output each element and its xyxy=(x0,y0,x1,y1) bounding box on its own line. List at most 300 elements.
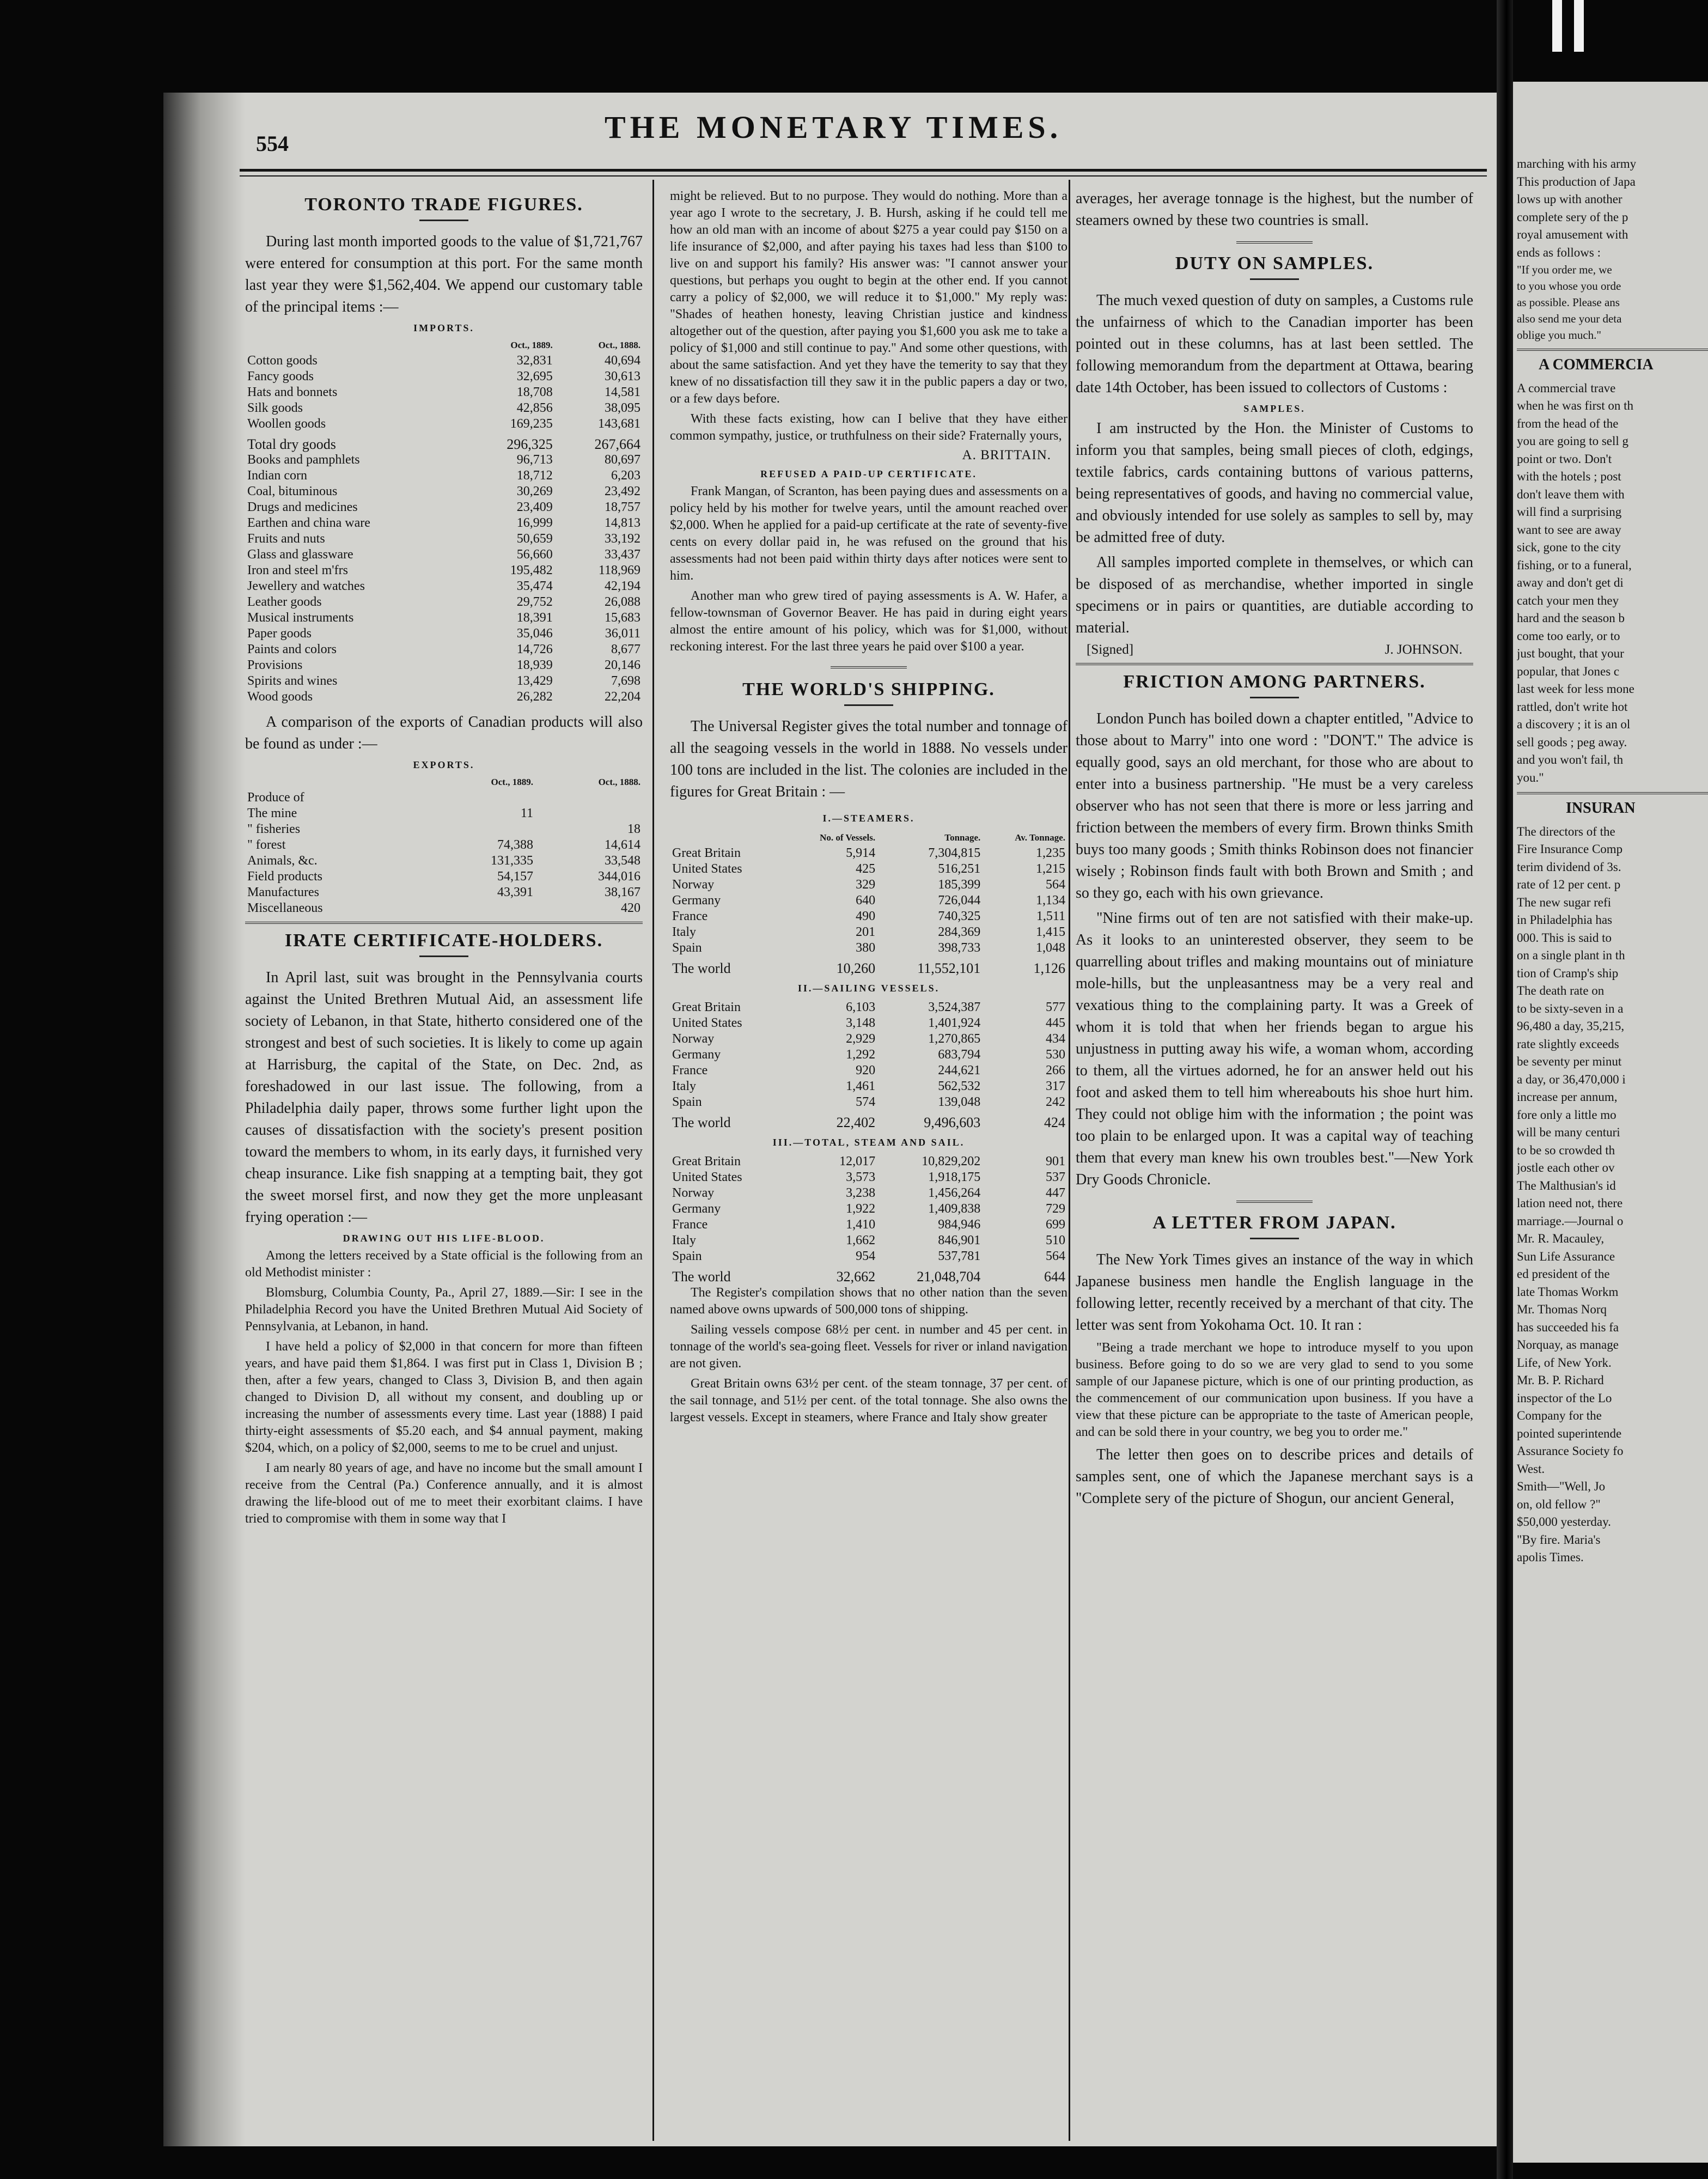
table-row xyxy=(670,1031,1068,1047)
row-value: 42,194 xyxy=(605,579,640,593)
row-value: 1,415 xyxy=(1036,925,1065,939)
text-line: popular, that Jones c xyxy=(1517,664,1620,678)
row-value: 564 xyxy=(1046,878,1065,892)
text-line: complete sery of the p xyxy=(1517,210,1628,224)
friction-paragraph: "Nine firms out of ten are not satisfied with their make-up. As it looks to an uninterested observer, they seem to be quarrelling about trifles and making mountains out of miniature mole-hills, but the unpleasantness may be a very real and vexatious thing to the complaining party. It was a Greek of whom it is told that when her friends began to argue his unjustness in putting away his wife, a woman whom, according to them, all the virtues adorned, he for an answer held out his foot and asked them to tell him whereabouts his shoe hurt him. They could not oblige him with the information ; the point was too plain to be enlarged upon. It was a capital way of teaching them that every man knew his own troubles best."—New York Dry Goods Chronicle. xyxy=(1076,910,1473,1188)
letter-continued: might be relieved. But to no purpose. They would do nothing. More than a year ago I wrote to the secretary, J. B. Hursh, asking if he could tell me how an old man with an income of about $275 a year could pay $150 on a life insurance of $2,000, and after paying his taxes had less than $100 to live on and support his family? His answer was: "I cannot answer your questions, but perhaps you ought to begin at the other end. If you cannot carry a policy of $2,000, we will reduce it to $1,000." My reply was: "Shades of heathen honesty, leaving Christian justice and kindness altogether out of the question, after paying you $1,600 you ask me to take a policy of $1,000 and still continue to pay." And some other questions, with about the same satisfaction. And yet they have the temerity to say that they knew of no dissatisfaction till they saw it in the public papers a day or two, or a few days before. xyxy=(670,189,1068,406)
drawing-out-subhead: DRAWING OUT HIS LIFE-BLOOD. xyxy=(343,1233,545,1244)
sailing-label: II.—SAILING VESSELS. xyxy=(797,983,940,994)
row-value: 169,235 xyxy=(510,417,553,431)
row-value: 434 xyxy=(1046,1032,1065,1046)
table-row xyxy=(245,500,643,515)
text-line: increase per annum, xyxy=(1517,1090,1618,1104)
col-tonnage: Tonnage. xyxy=(944,832,981,843)
table-row xyxy=(245,484,643,500)
exports-label: EXPORTS. xyxy=(413,759,475,770)
row-label: France xyxy=(672,1218,708,1232)
row-value: 640 xyxy=(856,893,876,908)
table-row xyxy=(245,547,643,563)
table-row xyxy=(670,893,1068,909)
row-label: Silk goods xyxy=(247,401,303,415)
text-line: you." xyxy=(1517,770,1544,784)
row-value: 42,856 xyxy=(516,401,553,415)
table-row xyxy=(245,689,643,705)
table-row xyxy=(245,452,643,468)
row-value: 1,918,175 xyxy=(928,1170,981,1184)
table-row xyxy=(670,845,1068,861)
row-label: Spirits and wines xyxy=(247,674,338,688)
col-oct-1889: Oct., 1889. xyxy=(510,340,553,350)
text-line: A commercial trave xyxy=(1517,381,1616,395)
row-value: 510 xyxy=(1046,1233,1065,1247)
row-value: 14,813 xyxy=(605,516,640,530)
row-label: Great Britain xyxy=(672,846,741,860)
row-label: Fancy goods xyxy=(247,369,314,384)
table-row xyxy=(245,900,643,916)
row-value: 1,215 xyxy=(1036,862,1065,876)
text-line: inspector of the Lo xyxy=(1517,1391,1612,1405)
row-value: 420 xyxy=(621,901,640,915)
text-line: will be many centuri xyxy=(1517,1125,1620,1139)
row-label: Miscellaneous xyxy=(247,901,323,915)
row-label: United States xyxy=(672,1016,742,1030)
row-value: 33,437 xyxy=(605,547,640,562)
row-label: Manufactures xyxy=(247,885,319,899)
table-row xyxy=(670,861,1068,877)
row-label: Coal, bituminous xyxy=(247,484,338,498)
text-line: The new sugar refi xyxy=(1517,895,1612,909)
row-label: Cotton goods xyxy=(247,354,318,368)
row-value: 729 xyxy=(1046,1202,1065,1216)
table-row xyxy=(245,869,643,885)
news-paragraph: Another man who grew tired of paying assessments is A. W. Hafer, a fellow-townsman of Governor Beaver. He has paid in during eight years almost the entire amount of his policy, which was for $1,000, without reckoning interest. For the last three years he paid over $100 a year. xyxy=(670,589,1068,654)
film-mark xyxy=(1574,0,1584,52)
text-line: Mr. B. P. Richard xyxy=(1517,1373,1604,1387)
text-line: ed president of the xyxy=(1517,1267,1610,1281)
table-row xyxy=(670,877,1068,893)
table-row xyxy=(670,1233,1068,1249)
table-row xyxy=(245,579,643,594)
text-line: has succeeded his fa xyxy=(1517,1320,1619,1334)
row-value: 447 xyxy=(1046,1186,1065,1200)
letter-paragraph: I have held a policy of $2,000 in that concern for more than fifteen years, and have paid them $1,864. I was first put in Class 1, Division B ; then, after a few years, changed to Class 3, Division B, and then again changed to Division D, all without my consent, and doubling up or increasing the number of assessments every time. Last year (1888) I paid thirty-eight assessments of $5.20 each, and $4 annual payment, making $204, which, on a policy of $2,000, seems to me to be cruel and unjust. xyxy=(245,1340,643,1455)
row-label: Glass and glassware xyxy=(247,547,353,562)
row-value: 954 xyxy=(856,1249,876,1263)
row-value: 16,999 xyxy=(516,516,553,530)
row-value: 740,325 xyxy=(938,909,981,923)
text-line: oblige you much." xyxy=(1517,328,1601,342)
duty-paragraph: All samples imported complete in themselves, or which can be disposed of as merchandise, whether imported in single specimens or in pairs or quantities, are dutiable according to material. xyxy=(1076,554,1473,636)
table-row xyxy=(245,853,643,869)
table-row xyxy=(670,1249,1068,1264)
row-value: 490 xyxy=(856,909,876,923)
text-line: marching with his army xyxy=(1517,157,1637,171)
text-line: ends as follows : xyxy=(1517,245,1601,259)
row-value: 380 xyxy=(856,941,876,955)
row-value: 3,148 xyxy=(846,1016,876,1030)
row-value: 30,613 xyxy=(605,369,640,384)
row-value: 26,088 xyxy=(605,595,640,609)
section-rule xyxy=(245,922,643,924)
row-value: 398,733 xyxy=(938,941,981,955)
text-line: hard and the season b xyxy=(1517,611,1625,625)
row-value: 1,235 xyxy=(1036,846,1065,860)
row-value: 38,167 xyxy=(605,885,640,899)
text-line: on a single plant in th xyxy=(1517,948,1625,962)
row-value: 3,573 xyxy=(846,1170,876,1184)
text-line: from the head of the xyxy=(1517,416,1619,430)
row-value: 29,752 xyxy=(516,595,553,609)
row-label: The mine xyxy=(247,806,297,820)
text-line: apolis Times. xyxy=(1517,1550,1584,1564)
row-value: 244,621 xyxy=(938,1063,981,1078)
news-paragraph: Frank Mangan, of Scranton, has been paying dues and assessments on a policy held by his mother for twelve years, until the amount reached over $2,000. When he applied for a paid-up certificate at the rate of seventy-five cents on every dollar paid in, he was refused on the ground that his assessments had not been paid within thirty days after notices were sent to him. xyxy=(670,484,1068,583)
row-value xyxy=(428,821,535,837)
text-line: in Philadelphia has xyxy=(1517,913,1613,927)
row-label: Norway xyxy=(672,1186,715,1200)
text-line: fore only a little mo xyxy=(1517,1107,1616,1122)
row-value: 18,757 xyxy=(605,500,640,514)
row-label: France xyxy=(672,909,708,923)
row-label: Paints and colors xyxy=(247,642,337,656)
table-row xyxy=(245,594,643,610)
row-value: 726,044 xyxy=(938,893,981,908)
row-value: 35,046 xyxy=(516,626,553,641)
text-line: Smith—"Well, Jo xyxy=(1517,1480,1606,1493)
row-label: Wood goods xyxy=(247,690,313,704)
row-value: 40,694 xyxy=(605,354,640,368)
row-value: 14,726 xyxy=(516,642,553,656)
table-row xyxy=(670,1047,1068,1063)
steamers-label: I.—STEAMERS. xyxy=(822,813,915,824)
row-value: 846,901 xyxy=(938,1233,981,1247)
row-value: 7,698 xyxy=(611,674,640,688)
row-value: 23,492 xyxy=(605,484,640,498)
text-line: royal amusement with xyxy=(1517,228,1628,241)
text-line: Fire Insurance Comp xyxy=(1517,842,1623,856)
imports-label: IMPORTS. xyxy=(413,322,474,333)
table-row xyxy=(670,1079,1068,1094)
row-value: 36,011 xyxy=(605,626,640,641)
text-line: This production of Japa xyxy=(1517,174,1636,188)
row-value: 22,204 xyxy=(605,690,640,704)
table-row xyxy=(245,416,643,432)
row-label: Great Britain xyxy=(672,1000,741,1014)
row-value: 18,939 xyxy=(516,658,553,672)
row-value: 118,969 xyxy=(598,563,640,577)
text-line: West. xyxy=(1517,1462,1545,1476)
irate-title: IRATE CERTIFICATE-HOLDERS. xyxy=(284,930,603,951)
text-line: a discovery ; it is an ol xyxy=(1517,717,1631,731)
table-row: The world 32,662 21,048,704 644 xyxy=(672,1269,1065,1285)
text-line: 96,480 a day, 35,215, xyxy=(1517,1019,1625,1033)
imports-table xyxy=(245,337,643,705)
text-line: also send me your deta xyxy=(1517,312,1622,325)
text-line: to be so crowded th xyxy=(1517,1143,1615,1157)
row-value: 15,683 xyxy=(605,611,640,625)
row-label: Produce of xyxy=(247,790,304,805)
row-value xyxy=(428,790,535,806)
row-label: Paper goods xyxy=(247,626,312,641)
row-value: 26,282 xyxy=(516,690,553,704)
row-value: 1,922 xyxy=(846,1202,876,1216)
text-line: Assurance Society fo xyxy=(1517,1444,1624,1458)
friction-title: FRICTION AMONG PARTNERS. xyxy=(1123,672,1426,692)
row-label: Hats and bonnets xyxy=(247,385,338,399)
text-line: lation need not, there xyxy=(1517,1196,1623,1210)
text-line: terim dividend of 3s. xyxy=(1517,860,1621,874)
row-label: Leather goods xyxy=(247,595,322,609)
friction-paragraph: London Punch has boiled down a chapter entitled, "Advice to those about to Marry" into one word : "DON'T." The advice is equally good, says an old merchant, for those who are about to enter into a business partnership. "He must be a very careless observer who has not seen that there is more or less jarring and friction between the members of every firm. Brown thinks Smith buys too many goods ; Smith thinks Robinson does not financier wisely ; Robinson finds fault with both Brown and Smith ; and so they go, each with his own grievance. xyxy=(1076,710,1473,902)
text-line: to be sixty-seven in a xyxy=(1517,1001,1624,1015)
table-row: The world 22,402 9,496,603 424 xyxy=(672,1115,1065,1130)
row-label: Norway xyxy=(672,878,715,892)
facing-page-column xyxy=(1517,155,1708,2171)
text-line: when he was first on th xyxy=(1517,399,1633,412)
row-label: Italy xyxy=(672,1233,696,1247)
row-value: 1,270,865 xyxy=(928,1032,981,1046)
title-rule xyxy=(419,220,468,221)
row-label: Germany xyxy=(672,1202,721,1216)
text-line: sick, gone to the city xyxy=(1517,540,1621,554)
text-line: to you whose you orde xyxy=(1517,279,1621,293)
table-row xyxy=(245,610,643,626)
row-label: Iron and steel m'frs xyxy=(247,563,348,577)
table-row xyxy=(245,353,643,369)
text-line: rate of 12 per cent. p xyxy=(1517,878,1621,891)
table-row: The world 10,260 11,552,101 1,126 xyxy=(672,960,1065,976)
text-line: "By fire. Maria's xyxy=(1517,1532,1601,1547)
row-value: 11 xyxy=(520,806,533,820)
row-value: 33,192 xyxy=(605,532,640,546)
table-row xyxy=(245,400,643,416)
row-value: 32,831 xyxy=(516,354,553,368)
text-line: lows up with another xyxy=(1517,192,1622,206)
table-row xyxy=(245,642,643,658)
row-value: 1,048 xyxy=(1036,941,1065,955)
table-row xyxy=(670,1201,1068,1217)
row-label: Spain xyxy=(672,1249,702,1263)
row-label: United States xyxy=(672,862,742,876)
row-value: 3,238 xyxy=(846,1186,876,1200)
row-label: Norway xyxy=(672,1032,715,1046)
text-line: rate slightly exceeds xyxy=(1517,1037,1619,1051)
row-value: 530 xyxy=(1046,1048,1065,1062)
table-row xyxy=(245,837,643,853)
table-row xyxy=(245,468,643,484)
text-line: last week for less mone xyxy=(1517,682,1634,696)
col-oct-1888: Oct., 1888. xyxy=(598,340,640,350)
row-label: Spain xyxy=(672,1095,702,1109)
letter-paragraph: Blomsburg, Columbia County, Pa., April 27, 1889.—Sir: I see in the Philadelphia Record you have the United Brethren Mutual Aid Society of Pennsylvania, at Lebanon, in hand. xyxy=(245,1286,643,1334)
table-row xyxy=(670,1094,1068,1110)
row-value: 23,409 xyxy=(516,500,553,514)
header-rule xyxy=(240,169,1487,172)
text-line: a day, or 36,470,000 i xyxy=(1517,1072,1626,1086)
row-value: 38,095 xyxy=(605,401,640,415)
table-row xyxy=(245,806,643,821)
text-line: $50,000 yesterday. xyxy=(1517,1515,1611,1529)
row-value: 901 xyxy=(1046,1154,1065,1168)
book-gutter xyxy=(1497,0,1513,2179)
row-value: 8,677 xyxy=(611,642,640,656)
row-value: 699 xyxy=(1046,1218,1065,1232)
row-label: United States xyxy=(672,1170,742,1184)
signature: J. JOHNSON. xyxy=(1384,642,1462,657)
text-line: just bought, that your xyxy=(1517,647,1624,660)
text-line: jostle each other ov xyxy=(1517,1161,1615,1174)
text-line: Norquay, as manage xyxy=(1517,1338,1619,1352)
row-value xyxy=(535,790,643,806)
japan-paragraph: The New York Times gives an instance of the way in which Japanese business men handle the English language in the following letter, recently received by a merchant of that city. The letter was sent from Yokohama Oct. 10. It ran : xyxy=(1076,1251,1473,1334)
column-3 xyxy=(1076,188,1473,2149)
text-line: will find a surprising xyxy=(1517,505,1622,519)
column-2 xyxy=(670,188,1068,2149)
text-line: away and don't get di xyxy=(1517,576,1624,589)
table-row xyxy=(245,885,643,900)
text-line: rattled, don't write hot xyxy=(1517,699,1628,714)
row-value xyxy=(535,806,643,821)
row-label: Field products xyxy=(247,869,322,884)
text-line: The Malthusian's id xyxy=(1517,1178,1616,1192)
table-row xyxy=(245,673,643,689)
row-value: 984,946 xyxy=(938,1218,981,1232)
row-value: 185,399 xyxy=(938,878,981,892)
row-value: 562,532 xyxy=(938,1079,981,1093)
row-value: 50,659 xyxy=(516,532,553,546)
table-row xyxy=(670,924,1068,940)
column-rule xyxy=(1069,180,1070,2141)
row-label: Jewellery and watches xyxy=(247,579,365,593)
row-value: 80,697 xyxy=(605,453,640,467)
page-number: 554 xyxy=(256,131,289,156)
text-line: be seventy per minut xyxy=(1517,1055,1622,1068)
row-label: Musical instruments xyxy=(247,611,354,625)
row-value: 1,401,924 xyxy=(928,1016,981,1030)
text-line: come too early, or to xyxy=(1517,629,1620,643)
text-line: as possible. Please ans xyxy=(1517,296,1620,309)
row-label: Great Britain xyxy=(672,1154,741,1168)
table-row xyxy=(245,563,643,579)
table-row xyxy=(670,1000,1068,1015)
row-label: Germany xyxy=(672,893,721,908)
row-label: Earthen and china ware xyxy=(247,516,370,530)
row-value: 139,048 xyxy=(938,1095,981,1109)
japan-letter: "Being a trade merchant we hope to introduce myself to you upon business. Before going to do so we are very glad to send to you some sample of our Japanese picture, which is one of our printing production, as the commencement of our communication upon business. If you have a view that these picture can be appropriate to the taste of American people, and can be sold there in your country, we beg you to order me." xyxy=(1076,1341,1473,1439)
row-value: 577 xyxy=(1046,1000,1065,1014)
text-line: late Thomas Workm xyxy=(1517,1285,1619,1299)
text-line: fishing, or to a funeral, xyxy=(1517,558,1632,572)
row-value: 13,429 xyxy=(516,674,553,688)
row-label: Drugs and medicines xyxy=(247,500,358,514)
row-value: 30,269 xyxy=(516,484,553,498)
row-value: 18,712 xyxy=(516,468,553,483)
table-row xyxy=(670,1170,1068,1185)
row-label: Fruits and nuts xyxy=(247,532,325,546)
text-line: marriage.—Journal o xyxy=(1517,1214,1624,1228)
table-row xyxy=(670,1015,1068,1031)
japan-paragraph: The letter then goes on to describe prices and details of samples sent, one of which the Japanese merchant says is a "Complete sery of the picture of Shogun, our ancient General, xyxy=(1076,1446,1473,1507)
row-value: 201 xyxy=(856,925,876,939)
row-label: Animals, &c. xyxy=(247,854,318,868)
shipping-table xyxy=(670,806,1068,1285)
text-line: Mr. Thomas Norq xyxy=(1517,1302,1607,1316)
row-value: 96,713 xyxy=(516,453,553,467)
row-value: 14,614 xyxy=(605,838,640,852)
japan-title: A LETTER FROM JAPAN. xyxy=(1152,1213,1396,1233)
table-row xyxy=(670,909,1068,924)
text-line: Company for the xyxy=(1517,1409,1602,1422)
row-value: 920 xyxy=(856,1063,876,1078)
insurance-title: INSURAN xyxy=(1566,800,1636,817)
exports-intro: A comparison of the exports of Canadian products will also be found as under :— xyxy=(245,714,643,752)
column-1 xyxy=(245,188,643,2149)
row-value: 54,157 xyxy=(497,869,533,884)
row-value: 6,103 xyxy=(846,1000,876,1014)
table-row xyxy=(245,515,643,531)
row-value: 18 xyxy=(627,822,640,836)
shipping-title: THE WORLD'S SHIPPING. xyxy=(742,679,995,699)
row-label: Italy xyxy=(672,1079,696,1093)
shipping-continued: averages, her average tonnage is the highest, but the number of steamers owned by these two countries is small. xyxy=(1076,190,1473,229)
shipping-paragraph: The Register's compilation shows that no other nation than the seven named above owns upwards of 500,000 tons of shipping. xyxy=(670,1286,1068,1317)
row-value: 2,929 xyxy=(846,1032,876,1046)
table-row xyxy=(670,1063,1068,1079)
row-label: Indian corn xyxy=(247,468,307,483)
row-value: 14,581 xyxy=(605,385,640,399)
row-value: 143,681 xyxy=(598,417,640,431)
row-value: 18,708 xyxy=(516,385,553,399)
row-value: 1,456,264 xyxy=(928,1186,981,1200)
table-row xyxy=(245,790,643,806)
toronto-trade-title: TORONTO TRADE FIGURES. xyxy=(304,194,583,215)
table-row: Total dry goods 296,325 267,664 xyxy=(247,436,640,452)
duty-title: DUTY ON SAMPLES. xyxy=(1175,253,1374,273)
column-rule xyxy=(652,180,654,2141)
row-value xyxy=(428,900,535,916)
row-value: 266 xyxy=(1046,1063,1065,1078)
row-value: 74,388 xyxy=(497,838,533,852)
text-line: The death rate on xyxy=(1517,984,1605,997)
row-value: 20,146 xyxy=(605,658,640,672)
text-line: Life, of New York. xyxy=(1517,1355,1612,1370)
row-value: 574 xyxy=(856,1095,876,1109)
row-label: " forest xyxy=(247,838,286,852)
row-value: 32,695 xyxy=(516,369,553,384)
shipping-paragraph: Great Britain owns 63½ per cent. of the steam tonnage, 37 per cent. of the sail tonnage, and 51½ per cent. of the total tonnage. She also owns the largest vessels. Except in steamers, where France and Italy show greater xyxy=(670,1377,1068,1425)
letter-paragraph: Among the letters received by a State official is the following from an old Methodist minister : xyxy=(245,1249,643,1280)
row-value: 445 xyxy=(1046,1016,1065,1030)
row-value: 35,474 xyxy=(516,579,553,593)
row-label: France xyxy=(672,1063,708,1078)
signature: A. BRITTAIN. xyxy=(962,448,1051,462)
row-value: 7,304,815 xyxy=(928,846,981,860)
col-av-tonnage: Av. Tonnage. xyxy=(1015,832,1065,843)
row-label: Books and pamphlets xyxy=(247,453,360,467)
row-value: 12,017 xyxy=(839,1154,876,1168)
text-line: Sun Life Assurance xyxy=(1517,1249,1615,1263)
row-value: 329 xyxy=(856,878,876,892)
row-value: 1,292 xyxy=(846,1048,876,1062)
table-row xyxy=(670,1154,1068,1170)
exports-table: Oct., 1889. Oct., 1888. Produce of The mine 11 " fisheries 18 " forest 74,388 14,614 Animals, &c. 131,335 33,548 Field products 54,157 344,016 Manufactures 43,391 38,167 Miscellaneous 420 xyxy=(245,774,643,916)
text-line: with the hotels ; post xyxy=(1517,470,1621,483)
shipping-paragraph: Sailing vessels compose 68½ per cent. in number and 45 per cent. in tonnage of the world's sea-going fleet. Vessels for river or inland navigation are not given. xyxy=(670,1323,1068,1371)
row-value: 537 xyxy=(1046,1170,1065,1184)
text-line: and you won't fail, th xyxy=(1517,753,1624,766)
row-value: 1,662 xyxy=(846,1233,876,1247)
header-rule-thin xyxy=(240,175,1487,176)
